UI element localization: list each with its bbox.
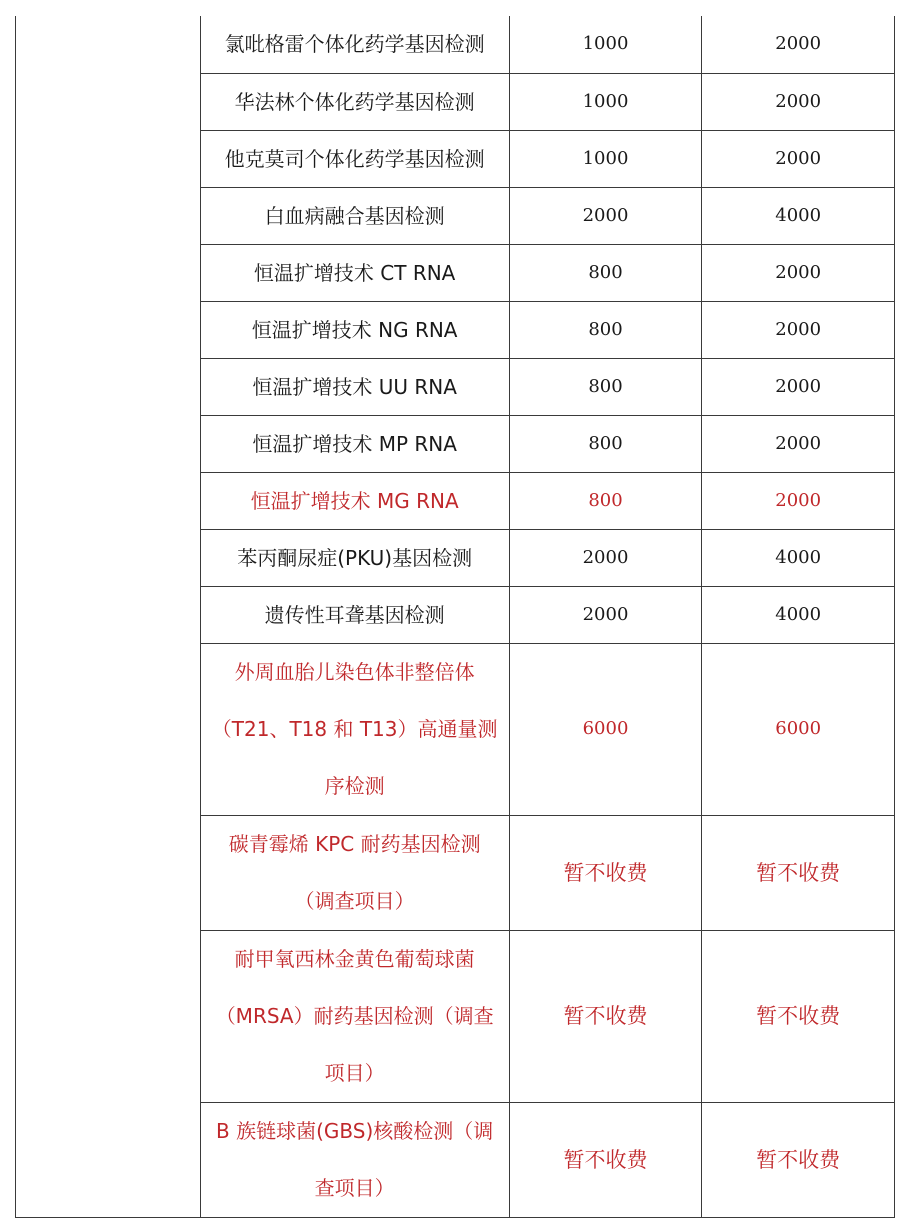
price-cell-a: 1000 — [509, 130, 702, 187]
item-name: 白血病融合基因检测 — [200, 187, 509, 244]
price-cell-b: 2000 — [702, 472, 895, 529]
price-cell-b: 2000 — [702, 16, 895, 73]
item-name: 耐甲氧西林金黄色葡萄球菌（MRSA）耐药基因检测（调查项目） — [200, 930, 509, 1102]
price-cell-b: 4000 — [702, 187, 895, 244]
price-cell-a: 1000 — [509, 16, 702, 73]
item-name: 遗传性耳聋基因检测 — [200, 586, 509, 643]
price-cell-b: 4000 — [702, 586, 895, 643]
price-cell-b: 暂不收费 — [702, 930, 895, 1102]
item-name: 恒温扩增技术 MP RNA — [200, 415, 509, 472]
price-cell-a: 2000 — [509, 529, 702, 586]
price-cell-b: 暂不收费 — [702, 1102, 895, 1217]
item-name: 恒温扩增技术 MG RNA — [200, 472, 509, 529]
price-cell-a: 800 — [509, 472, 702, 529]
item-name: 恒温扩增技术 CT RNA — [200, 244, 509, 301]
price-cell-b: 6000 — [702, 643, 895, 815]
category-cell — [16, 16, 201, 1217]
price-cell-a: 800 — [509, 244, 702, 301]
price-cell-b: 2000 — [702, 415, 895, 472]
price-cell-b: 2000 — [702, 358, 895, 415]
price-cell-b: 4000 — [702, 529, 895, 586]
price-cell-b: 2000 — [702, 73, 895, 130]
table-row — [16, 16, 895, 73]
item-name: 氯吡格雷个体化药学基因检测 — [200, 16, 509, 73]
item-name: 苯丙酮尿症(PKU)基因检测 — [200, 529, 509, 586]
price-cell-b: 2000 — [702, 130, 895, 187]
price-cell-b: 2000 — [702, 301, 895, 358]
item-name: 恒温扩增技术 UU RNA — [200, 358, 509, 415]
item-name: 华法林个体化药学基因检测 — [200, 73, 509, 130]
item-name: 恒温扩增技术 NG RNA — [200, 301, 509, 358]
price-cell-a: 1000 — [509, 73, 702, 130]
price-cell-a: 800 — [509, 358, 702, 415]
price-cell-a: 800 — [509, 301, 702, 358]
price-cell-a: 暂不收费 — [509, 815, 702, 930]
price-cell-a: 2000 — [509, 187, 702, 244]
price-cell-a: 800 — [509, 415, 702, 472]
price-cell-a: 暂不收费 — [509, 930, 702, 1102]
price-cell-a: 暂不收费 — [509, 1102, 702, 1217]
item-name: 他克莫司个体化药学基因检测 — [200, 130, 509, 187]
price-cell-b: 暂不收费 — [702, 815, 895, 930]
price-table — [15, 16, 895, 1218]
item-name: 碳青霉烯 KPC 耐药基因检测（调查项目） — [200, 815, 509, 930]
price-cell-a: 2000 — [509, 586, 702, 643]
price-cell-a: 6000 — [509, 643, 702, 815]
item-name: B 族链球菌(GBS)核酸检测（调查项目） — [200, 1102, 509, 1217]
item-name: 外周血胎儿染色体非整倍体（T21、T18 和 T13）高通量测序检测 — [200, 643, 509, 815]
price-cell-b: 2000 — [702, 244, 895, 301]
